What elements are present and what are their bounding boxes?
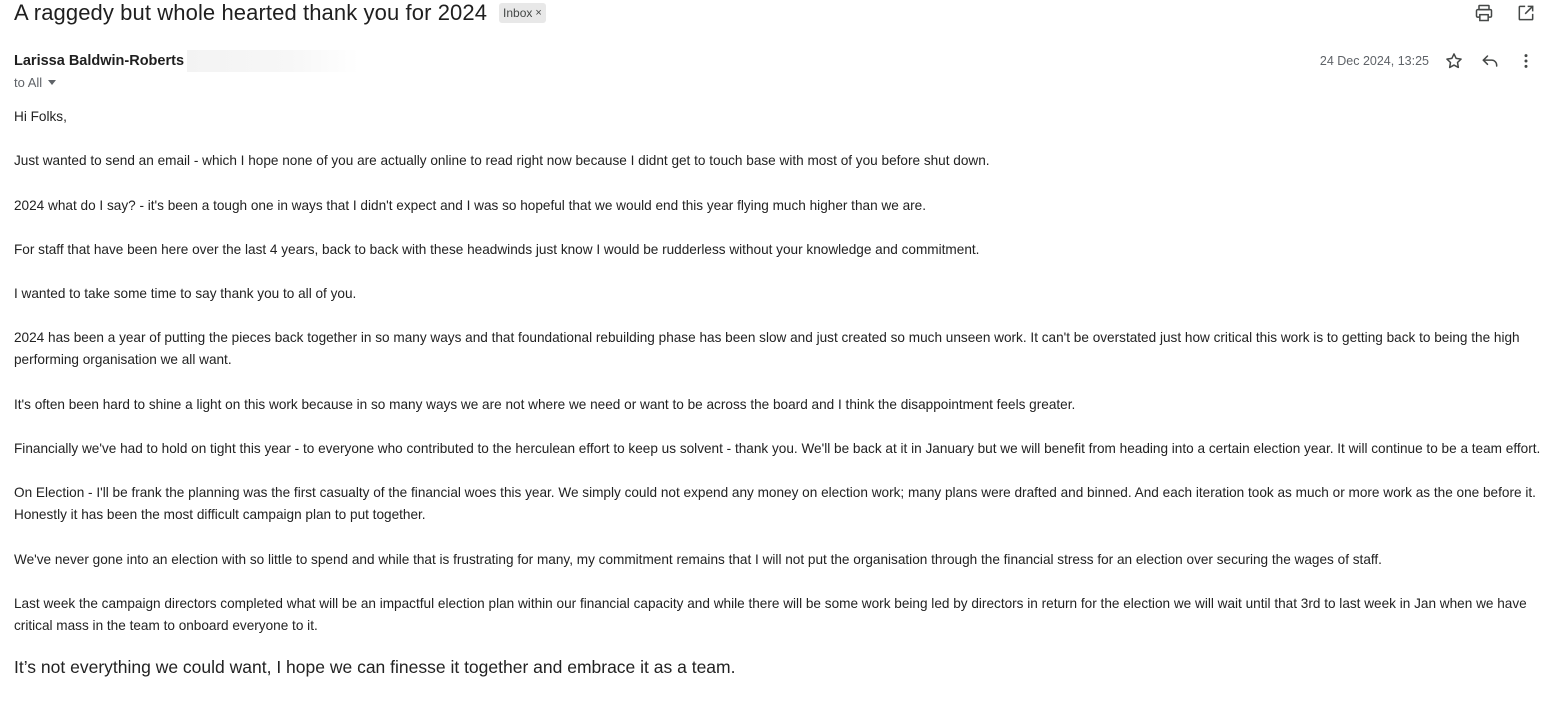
recipients-text: to All	[14, 75, 43, 90]
body-paragraph: Hi Folks,	[14, 109, 67, 124]
message-date: 24 Dec 2024, 13:25	[1319, 54, 1429, 68]
redacted-sender-email	[187, 50, 359, 72]
subject-row	[14, 0, 546, 26]
thread-actions	[1473, 2, 1537, 24]
open-in-new-window-icon[interactable]	[1515, 2, 1537, 24]
body-paragraph: 2024 has been a year of putting the pieces back together in so many ways and that foundational rebuilding phase has been slow and just created so much unseen work. It can't be overstated just how critical this work is to getting back to being the high performing organisation we all want.	[14, 330, 1520, 368]
body-paragraph: Financially we've had to hold on tight this year - to everyone who contributed to the herculean effort to keep us solvent - thank you. We'll be back at it in January but we will benefit from heading into a certain election year. It will continue to be a team effort.	[14, 441, 1541, 457]
body-paragraph: For staff that have been here over the last 4 years, back to back with these headwinds just know I would be rudderless without your knowledge and commitment.	[14, 241, 980, 257]
inbox-label-chip[interactable]	[499, 3, 546, 23]
star-icon[interactable]	[1443, 50, 1465, 72]
print-icon[interactable]	[1473, 2, 1495, 24]
recipients-toggle[interactable]	[14, 75, 56, 90]
message-meta	[1320, 50, 1537, 72]
body-paragraph: On Election - I'll be frank the planning was the first casualty of the financial woes this year. We simply could not expend any money on election work; many plans were drafted and binned. And each iteration took as much or more work as the one before it. Honestly it has been the most difficult campaign plan to put together.	[14, 485, 1536, 523]
sender-name[interactable]: Larissa Baldwin-Roberts	[14, 53, 185, 69]
caret-down-icon[interactable]	[48, 80, 56, 85]
more-vert-icon[interactable]	[1515, 50, 1537, 72]
body-paragraph: It’s not everything we could want, I hope we can finesse it together and embrace it as a team.	[14, 657, 736, 678]
message-body	[14, 106, 1542, 702]
email-subject: A raggedy but whole hearted thank you for 2024	[14, 0, 488, 25]
body-paragraph: I wanted to take some time to say thank you to all of you.	[14, 286, 357, 302]
body-paragraph: Last week the campaign directors completed what will be an impactful election plan within our financial capacity and while there will be some work being led by directors in return for the election we will wait until that 3rd to last week in Jan when we have critical mass in the team to onboard everyone to it.	[14, 595, 1527, 633]
body-paragraph: We've never gone into an election with so little to spend and while that is frustrating for many, my commitment remains that I will not put the organisation through the financial stress for an election over securing the wages of staff.	[14, 551, 1382, 567]
body-paragraph: 2024 what do I say? - it's been a tough one in ways that I didn't expect and I was so hopeful that we would end this year flying much higher than we are.	[14, 197, 926, 213]
label-chip-text: Inbox	[503, 6, 533, 20]
remove-label-icon[interactable]: ×	[535, 7, 542, 19]
body-paragraph: Just wanted to send an email - which I hope none of you are actually online to read right now because I didnt get to touch base with most of you before shut down.	[14, 153, 990, 169]
sender-row	[14, 51, 359, 71]
reply-icon[interactable]	[1479, 50, 1501, 72]
body-paragraph: It's often been hard to shine a light on this work because in so many ways we are not where we need or want to be across the board and I think the disappointment feels greater.	[14, 396, 1076, 412]
